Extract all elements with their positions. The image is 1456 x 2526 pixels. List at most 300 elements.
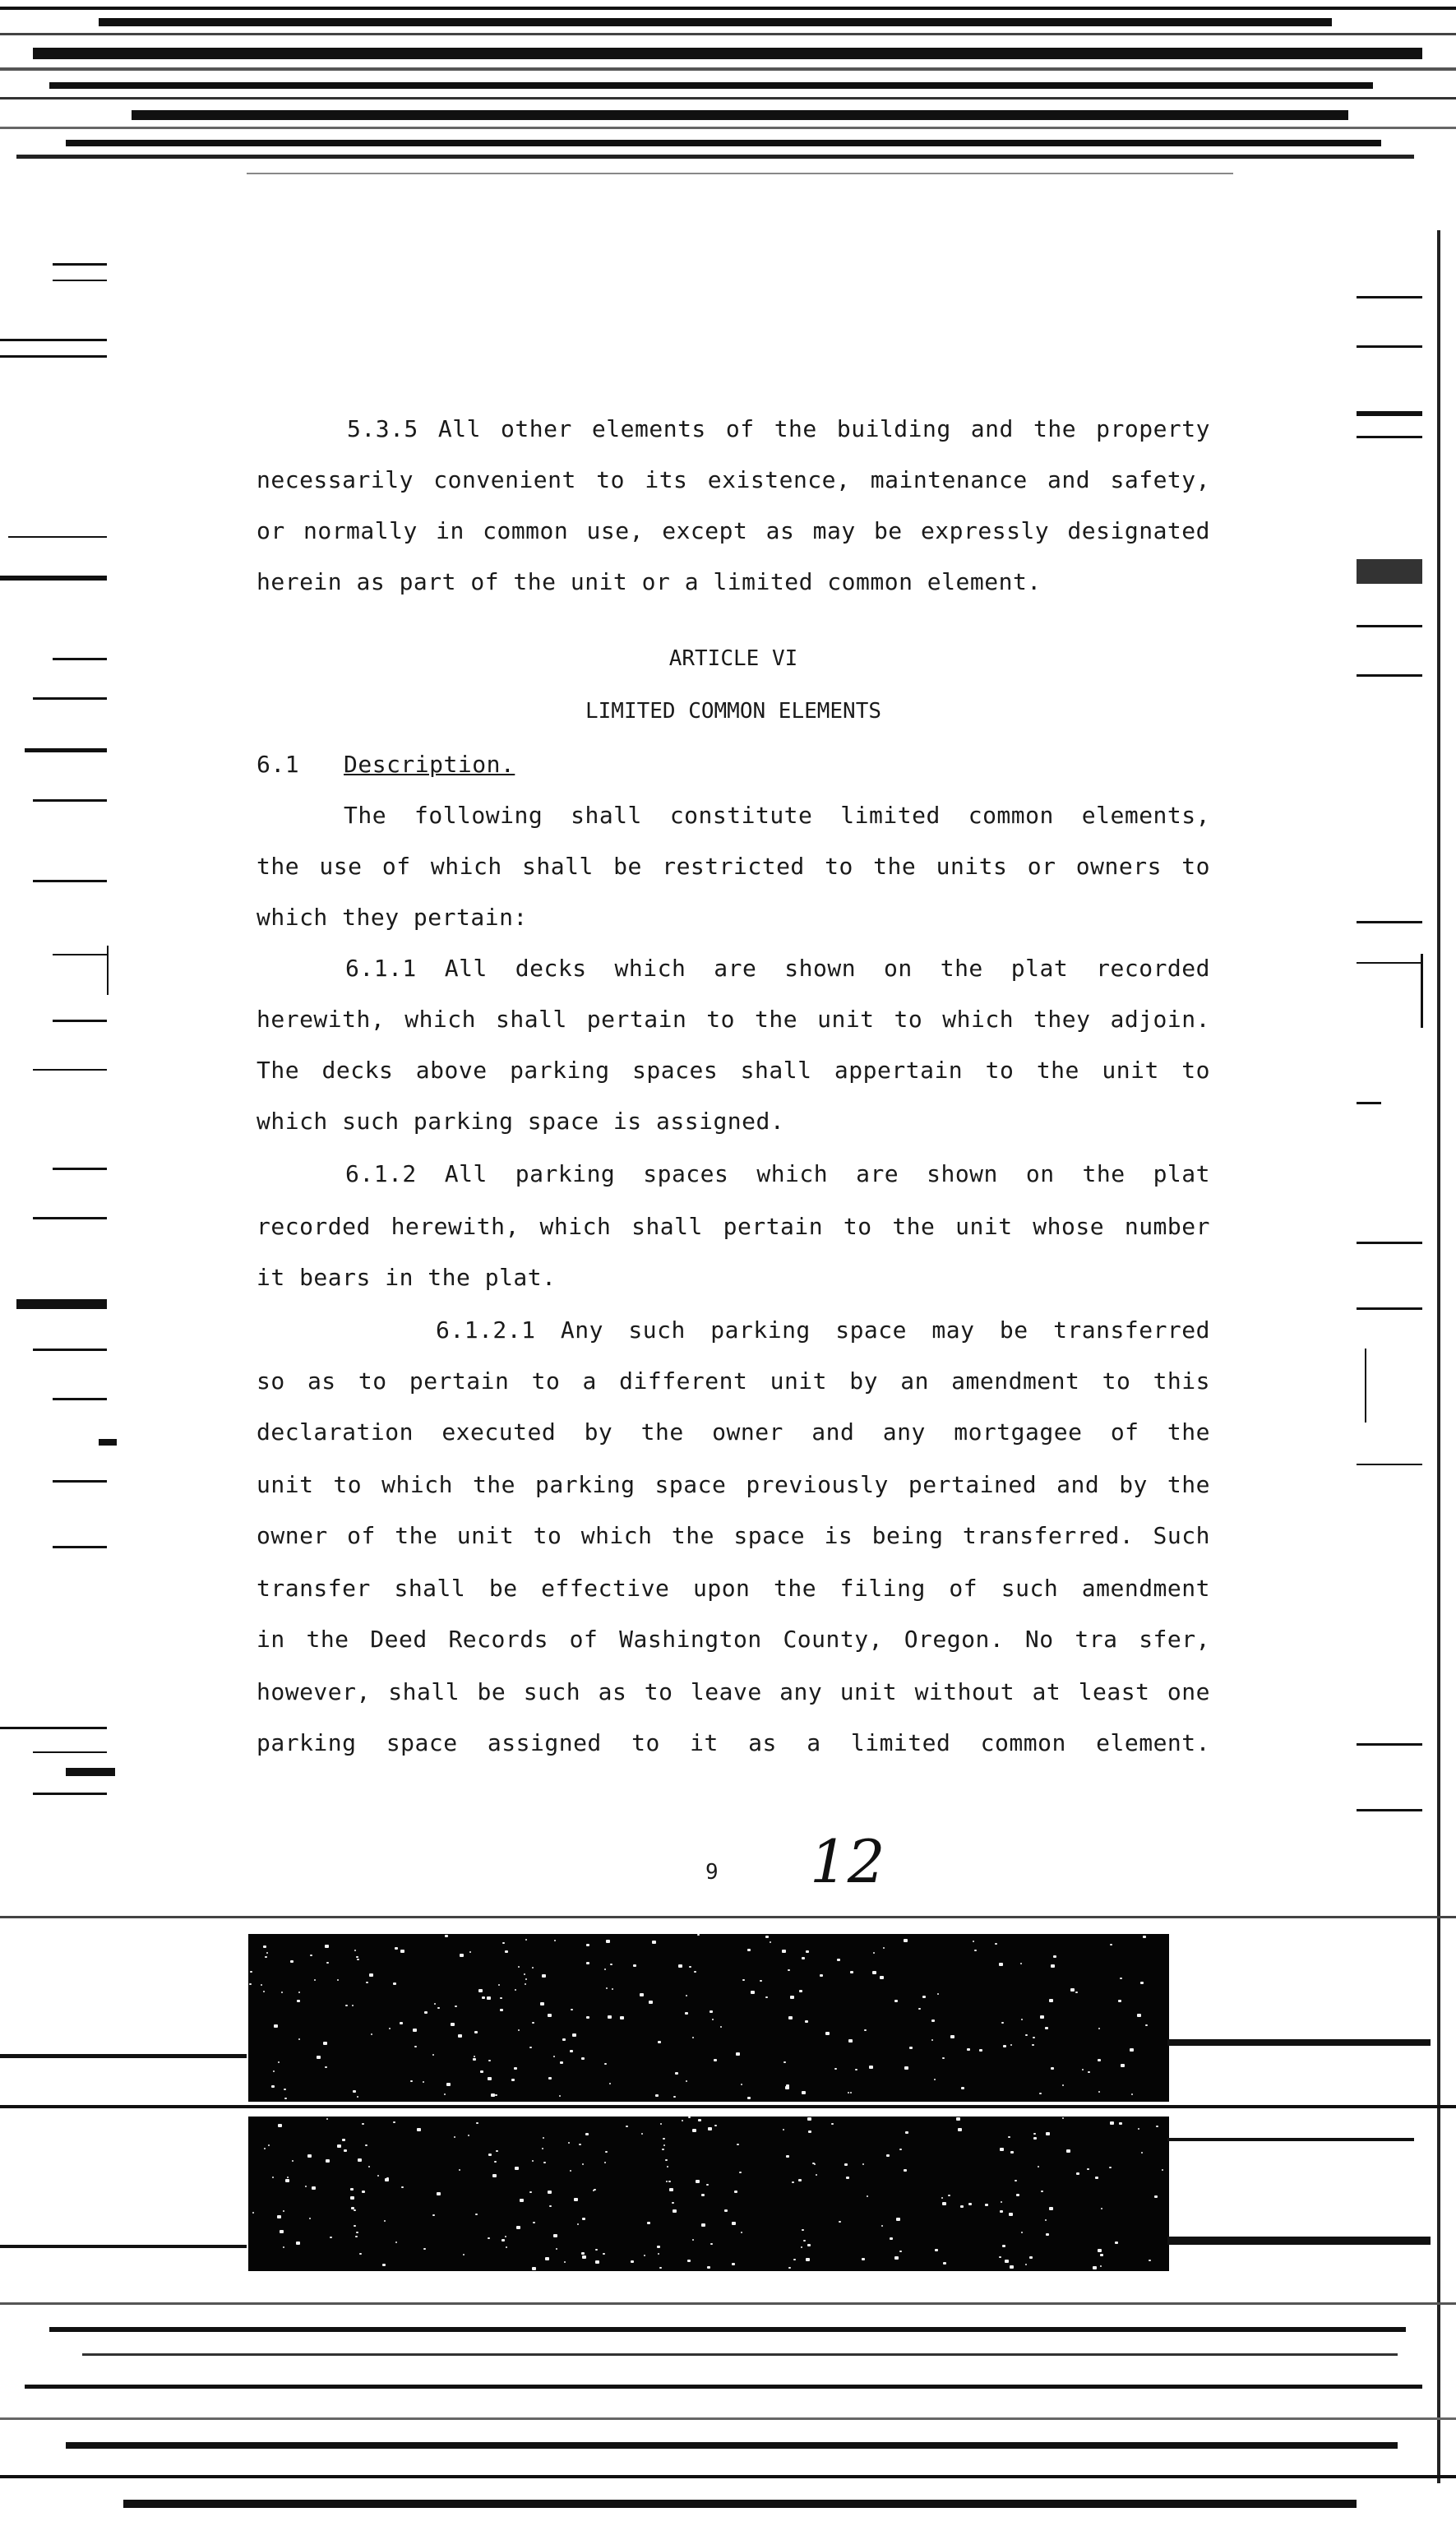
noise-speck — [692, 2037, 694, 2038]
noise-speck — [553, 2234, 557, 2237]
intro-line-2: the use of which shall be restricted to the units or owners to — [257, 853, 1210, 880]
noise-speck — [434, 2003, 436, 2005]
noise-speck — [958, 2128, 962, 2131]
noise-speck — [494, 2161, 497, 2163]
para-6-1-2-1-line-5: owner of the unit to which the space is being transferred. Such — [257, 1522, 1210, 1549]
noise-speck — [297, 2000, 300, 2002]
noise-speck — [532, 2022, 534, 2024]
noise-speck — [487, 1996, 491, 2000]
noise-speck — [362, 2191, 365, 2193]
noise-speck — [610, 1964, 612, 1965]
noise-speck — [1098, 2091, 1100, 2093]
noise-speck — [495, 2094, 497, 2096]
noise-speck — [633, 1964, 636, 1967]
intro-line-3: which they pertain: — [257, 904, 528, 931]
noise-speck — [586, 1962, 589, 1964]
noise-speck — [935, 2249, 938, 2251]
noise-speck — [872, 1971, 876, 1974]
noise-speck — [570, 2170, 571, 2172]
noise-speck — [788, 1969, 790, 1971]
noise-speck — [393, 1982, 396, 1985]
noise-speck — [290, 1960, 294, 1963]
noise-speck — [647, 2222, 650, 2224]
noise-speck — [444, 2093, 446, 2095]
noise-speck — [296, 2241, 300, 2245]
noise-speck — [543, 2137, 544, 2139]
noise-speck — [455, 2006, 457, 2007]
noise-speck — [417, 2128, 421, 2131]
noise-speck — [1033, 2037, 1035, 2038]
noise-speck — [1101, 2208, 1102, 2209]
para-6-1-2-line-3: it bears in the plat. — [257, 1264, 557, 1291]
noise-speck — [356, 2232, 358, 2233]
noise-speck — [362, 2123, 364, 2125]
noise-speck — [668, 2181, 671, 2182]
noise-speck — [1062, 2084, 1064, 2086]
noise-speck — [967, 2048, 970, 2051]
noise-speck — [337, 2144, 341, 2148]
noise-speck — [1021, 2232, 1023, 2233]
noise-speck — [263, 1991, 265, 1992]
intro-line-1: The following shall constitute limited common elements, — [344, 802, 1210, 829]
noise-speck — [937, 1993, 939, 1995]
para-6-1-2-1-line-9: parking space assigned to it as a limited common element. — [257, 1729, 1210, 1756]
noise-speck — [869, 2066, 873, 2069]
noise-speck — [788, 2267, 791, 2269]
noise-speck — [1098, 2028, 1100, 2029]
noise-speck — [292, 2160, 294, 2162]
noise-speck — [359, 2253, 362, 2255]
noise-speck — [271, 2085, 275, 2088]
noise-speck — [669, 2188, 673, 2191]
noise-speck — [1143, 1936, 1146, 1938]
noise-speck — [1003, 2045, 1006, 2047]
noise-speck — [559, 2095, 561, 2097]
noise-speck — [1100, 2265, 1102, 2267]
noise-speck — [395, 2241, 397, 2243]
noise-speck — [692, 2239, 694, 2241]
section-title: Description. — [344, 751, 515, 778]
noise-speck — [1010, 2151, 1014, 2154]
noise-speck — [287, 2177, 289, 2178]
noise-speck — [345, 2005, 348, 2006]
noise-speck — [694, 1971, 696, 1973]
noise-speck — [285, 2179, 289, 2182]
noise-speck — [1040, 2015, 1044, 2019]
noise-speck — [366, 1982, 368, 1983]
noise-speck — [604, 2063, 607, 2065]
para-5-3-5-line-2: necessarily convenient to its existence, maintenance and safety, — [257, 466, 1210, 493]
noise-speck — [604, 2162, 606, 2163]
noise-speck — [961, 2087, 964, 2089]
noise-speck — [358, 2158, 362, 2162]
noise-speck — [943, 2262, 946, 2265]
noise-speck — [298, 2038, 300, 2040]
noise-speck — [801, 2246, 802, 2248]
noise-speck — [1046, 2132, 1050, 2135]
noise-speck — [582, 2163, 584, 2165]
noise-speck — [1029, 2256, 1033, 2259]
noise-speck — [1039, 2093, 1042, 2094]
noise-speck — [798, 2179, 802, 2181]
noise-speck — [568, 2142, 570, 2144]
noise-speck — [1131, 2093, 1133, 2095]
noise-speck — [848, 2092, 849, 2093]
noise-speck — [808, 2130, 811, 2133]
noise-speck — [278, 2061, 280, 2063]
noise-speck — [658, 2041, 661, 2043]
noise-speck — [515, 1989, 516, 1991]
noise-speck — [266, 1952, 268, 1954]
para-6-1-2-1-line-1: 6.1.2.1 Any such parking space may be transferred — [436, 1316, 1210, 1344]
noise-speck — [533, 2222, 535, 2223]
noise-speck — [1010, 2044, 1012, 2046]
noise-speck — [663, 2138, 665, 2140]
noise-speck — [356, 1956, 358, 1958]
noise-speck — [1070, 1988, 1075, 1992]
noise-speck — [667, 2166, 668, 2167]
noise-speck — [783, 2061, 786, 2063]
noise-speck — [807, 2117, 811, 2121]
para-6-1-2-1-line-8: however, shall be such as to leave any unit without at least one — [257, 1678, 1210, 1705]
noise-speck — [473, 2058, 476, 2061]
noise-speck — [802, 2229, 804, 2231]
noise-speck — [1098, 2249, 1102, 2252]
noise-speck — [844, 2163, 848, 2166]
noise-speck — [820, 1974, 823, 1977]
noise-speck — [323, 2042, 327, 2045]
noise-speck — [326, 2118, 328, 2120]
noise-speck — [532, 2160, 534, 2162]
noise-speck — [511, 2079, 515, 2081]
noise-speck — [931, 2039, 933, 2041]
noise-speck — [410, 2080, 413, 2082]
handwritten-page-number: 12 — [810, 1827, 885, 1896]
noise-speck — [474, 2056, 475, 2057]
noise-speck — [463, 2254, 465, 2255]
noise-speck — [782, 1950, 786, 1953]
noise-speck — [999, 2256, 1001, 2258]
noise-speck — [556, 2248, 557, 2250]
noise-speck — [979, 2049, 982, 2052]
noise-speck — [458, 2034, 462, 2038]
noise-speck — [540, 2002, 544, 2006]
noise-speck — [1010, 2265, 1014, 2269]
noise-speck — [357, 1959, 359, 1960]
noise-speck — [553, 2056, 555, 2057]
noise-speck — [714, 2125, 717, 2126]
noise-speck — [1053, 1955, 1056, 1958]
noise-speck — [264, 2148, 266, 2149]
noise-speck — [741, 2084, 742, 2085]
noise-speck — [1033, 2133, 1036, 2135]
noise-speck — [1020, 1963, 1022, 1964]
noise-speck — [689, 1966, 691, 1968]
noise-speck — [1130, 2048, 1134, 2052]
noise-speck — [640, 1993, 644, 1996]
noise-speck — [350, 2188, 354, 2191]
noise-speck — [662, 2149, 664, 2150]
noise-speck — [682, 2120, 683, 2121]
noise-speck — [1051, 1964, 1055, 1968]
noise-speck — [788, 2016, 793, 2019]
noise-speck — [393, 2121, 395, 2123]
noise-speck — [751, 1991, 755, 1994]
noise-speck — [665, 2159, 668, 2161]
noise-speck — [261, 1984, 262, 1986]
noise-speck — [1038, 2166, 1039, 2167]
noise-speck — [736, 2052, 740, 2056]
noise-speck — [873, 1952, 875, 1954]
noise-speck — [1062, 2117, 1064, 2119]
noise-speck — [445, 1935, 448, 1937]
noise-speck — [660, 2123, 662, 2125]
noise-speck — [714, 2059, 717, 2061]
noise-speck — [747, 1949, 751, 1951]
noise-speck — [839, 2221, 841, 2223]
noise-speck — [1001, 2201, 1002, 2203]
noise-speck — [675, 2072, 678, 2075]
noise-speck — [1000, 2210, 1003, 2213]
para-6-1-2-1-line-7: in the Deed Records of Washington County, Oregon. No tra sfer, — [257, 1626, 1210, 1653]
noise-speck — [325, 1945, 329, 1948]
noise-speck — [488, 2154, 492, 2156]
noise-speck — [284, 2098, 287, 2099]
noise-speck — [554, 1940, 556, 1941]
noise-speck — [644, 2255, 645, 2256]
noise-speck — [1162, 2169, 1163, 2171]
noise-speck — [1075, 1992, 1078, 1993]
noise-speck — [974, 1950, 977, 1951]
noise-speck — [918, 2008, 921, 2010]
noise-speck — [488, 2060, 491, 2061]
noise-speck — [909, 2047, 913, 2049]
noise-speck — [548, 2014, 552, 2017]
noise-speck — [377, 2175, 379, 2177]
noise-speck — [352, 2005, 354, 2006]
noise-speck — [401, 2186, 404, 2188]
noise-speck — [337, 1979, 339, 1981]
noise-speck — [579, 2144, 581, 2145]
noise-speck — [446, 2083, 451, 2086]
noise-speck — [1000, 2148, 1004, 2151]
noise-speck — [268, 2144, 270, 2146]
noise-speck — [942, 2057, 945, 2059]
noise-speck — [742, 1979, 745, 1981]
noise-speck — [1109, 2167, 1112, 2168]
noise-speck — [1118, 2000, 1121, 2002]
noise-speck — [344, 2149, 347, 2152]
noise-speck — [1033, 2137, 1037, 2140]
noise-speck — [545, 2257, 549, 2260]
noise-speck — [454, 2136, 455, 2138]
noise-speck — [626, 2126, 628, 2127]
noise-speck — [942, 2202, 946, 2205]
noise-speck — [524, 1973, 525, 1975]
noise-speck — [1025, 2264, 1027, 2265]
noise-speck — [305, 2186, 307, 2187]
noise-speck — [437, 2192, 441, 2195]
noise-speck — [274, 2024, 278, 2028]
noise-speck — [698, 2119, 701, 2121]
noise-speck — [432, 2054, 434, 2056]
noise-speck — [500, 2009, 503, 2011]
noise-speck — [518, 2029, 520, 2031]
noise-speck — [850, 1971, 853, 1973]
noise-speck — [899, 2251, 902, 2252]
noise-speck — [482, 1996, 485, 1999]
noise-speck — [500, 1997, 502, 1999]
noise-speck — [985, 2204, 988, 2206]
noise-speck — [368, 2166, 370, 2167]
noise-speck — [369, 1973, 373, 1977]
noise-speck — [564, 2261, 566, 2263]
noise-speck — [350, 2196, 354, 2200]
noise-speck — [862, 2258, 865, 2260]
noise-speck — [365, 2144, 367, 2146]
noise-speck — [351, 2207, 354, 2209]
noise-speck — [732, 2263, 735, 2265]
noise-speck — [806, 1950, 809, 1953]
noise-speck — [747, 2097, 751, 2099]
noise-speck — [1120, 1978, 1122, 1979]
noise-speck — [357, 2096, 358, 2098]
noise-speck — [252, 2212, 254, 2214]
noise-speck — [1005, 2260, 1009, 2263]
noise-speck — [831, 2123, 834, 2125]
noise-speck — [382, 2264, 386, 2266]
noise-speck — [593, 2190, 594, 2191]
noise-speck — [1140, 1982, 1144, 1984]
noise-speck — [529, 2191, 532, 2193]
para-6-1-1-line-3: The decks above parking spaces shall appertain to the unit to — [257, 1057, 1210, 1084]
noise-speck — [968, 2203, 972, 2205]
noise-speck — [505, 2236, 506, 2237]
noise-speck — [783, 2129, 784, 2130]
noise-speck — [326, 1962, 329, 1964]
para-5-3-5-line-1: 5.3.5 All other elements of the building and the property — [347, 415, 1210, 442]
noise-speck — [532, 1967, 534, 1969]
noise-speck — [1066, 2149, 1070, 2153]
noise-speck — [312, 2186, 316, 2190]
noise-speck — [688, 2117, 691, 2118]
noise-speck — [765, 1996, 768, 1998]
noise-speck — [686, 1995, 687, 1996]
noise-speck — [371, 2033, 372, 2035]
noise-speck — [1141, 2152, 1143, 2154]
noise-speck — [807, 2244, 811, 2246]
noise-speck — [1046, 2233, 1049, 2236]
noise-speck — [712, 2019, 714, 2020]
noise-speck — [655, 2094, 659, 2097]
noise-speck — [476, 2122, 478, 2124]
noise-speck — [799, 1990, 802, 1992]
noise-speck — [1049, 1999, 1053, 2002]
noise-speck — [520, 2199, 524, 2202]
noise-speck — [606, 1987, 608, 1989]
noise-speck — [1025, 2034, 1028, 2036]
noise-speck — [1093, 2266, 1097, 2269]
noise-speck — [571, 2009, 573, 2010]
noise-speck — [1137, 2014, 1141, 2017]
noise-speck — [272, 2177, 274, 2178]
noise-speck — [525, 1983, 526, 1985]
noise-speck — [956, 2117, 960, 2121]
noise-speck — [922, 1996, 926, 1998]
noise-speck — [355, 2236, 358, 2237]
noise-speck — [1145, 2024, 1148, 2026]
noise-speck — [309, 2218, 311, 2219]
noise-speck — [659, 2267, 662, 2269]
noise-speck — [277, 2215, 281, 2218]
noise-speck — [542, 1974, 546, 1978]
noise-speck — [1076, 2172, 1079, 2175]
noise-speck — [890, 2237, 893, 2240]
noise-speck — [666, 2181, 668, 2182]
noise-speck — [1156, 2126, 1158, 2127]
noise-speck — [326, 2159, 330, 2163]
noise-speck — [385, 2178, 389, 2181]
noise-speck — [502, 2239, 505, 2241]
noise-speck — [543, 2162, 546, 2163]
noise-speck — [488, 2237, 490, 2239]
noise-speck — [864, 2029, 867, 2031]
noise-speck — [1045, 2219, 1047, 2221]
noise-speck — [572, 2033, 576, 2037]
noise-speck — [273, 2070, 275, 2072]
noise-speck — [803, 2240, 806, 2241]
noise-speck — [468, 2135, 469, 2136]
noise-speck — [586, 1944, 589, 1946]
noise-speck — [805, 2020, 808, 2023]
noise-speck — [1016, 2194, 1019, 2196]
noise-speck — [734, 2191, 737, 2193]
noise-speck — [280, 2230, 284, 2233]
noise-speck — [384, 2220, 386, 2222]
para-6-1-2-line-2: recorded herewith, which shall pertain to the unit whose number — [257, 1213, 1210, 1240]
noise-speck — [786, 2155, 789, 2158]
noise-speck — [488, 2077, 492, 2080]
noise-speck — [582, 2218, 585, 2220]
noise-speck — [701, 2223, 705, 2227]
noise-speck — [710, 2243, 713, 2245]
noise-speck — [608, 2015, 612, 2019]
noise-speck — [310, 1955, 312, 1956]
noise-speck — [732, 2222, 736, 2225]
article-heading: ARTICLE VI — [668, 646, 798, 671]
noise-speck — [595, 2249, 598, 2251]
noise-speck — [850, 2092, 852, 2093]
noise-speck — [686, 2080, 687, 2082]
noise-speck — [424, 2011, 428, 2014]
noise-speck — [548, 2077, 552, 2080]
noise-speck — [1095, 2177, 1098, 2179]
noise-speck — [825, 2032, 830, 2035]
noise-speck — [1100, 2254, 1103, 2256]
noise-speck — [283, 2210, 284, 2212]
noise-speck — [1015, 2180, 1017, 2181]
noise-speck — [678, 1964, 682, 1968]
noise-speck — [604, 1969, 606, 1970]
noise-speck — [934, 2079, 936, 2080]
noise-speck — [577, 2223, 579, 2225]
noise-speck — [1110, 2121, 1114, 2125]
para-6-1-1-line-1: 6.1.1 All decks which are shown on the plat recorded — [345, 955, 1210, 982]
noise-speck — [663, 2144, 665, 2146]
noise-speck — [790, 1996, 794, 1999]
noise-speck — [802, 2091, 806, 2094]
noise-speck — [265, 1956, 267, 1958]
